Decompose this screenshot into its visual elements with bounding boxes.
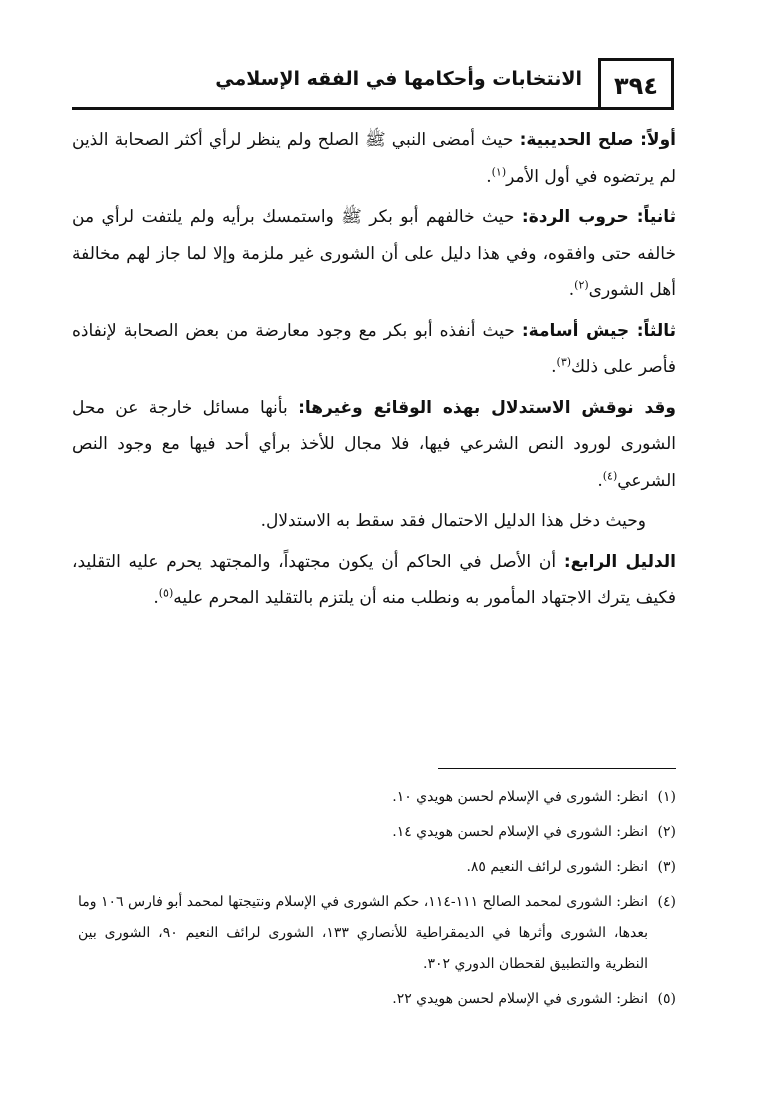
footnotes: [78, 782, 676, 1019]
paragraph-3-end: .: [551, 357, 557, 377]
running-title: الانتخابات وأحكامها في الفقه الإسلامي: [215, 68, 582, 90]
footnote-2: [78, 817, 676, 848]
footnote-number-4: (٤): [657, 894, 676, 910]
paragraph-6: [72, 544, 676, 617]
paragraph-5-text: وحيث دخل هذا الدليل الاحتمال فقد سقط به الاستدلال.: [260, 511, 646, 531]
footnote-3: [78, 852, 676, 883]
paragraph-4-text: بأنها مسائل خارجة عن محل الشورى لورود النص الشرعي فيها، فلا مجال للأخذ برأي أحد فيها مع وجود النص الشرعي: [72, 397, 676, 491]
footnote-ref-2[interactable]: (٢): [574, 278, 589, 292]
footnote-ref-4[interactable]: (٤): [602, 468, 618, 482]
footnote-number-3: (٣): [657, 859, 676, 875]
footnote-text-1: انظر: الشورى في الإسلام لحسن هويدي ١٠.: [392, 789, 648, 805]
paragraph-6-end: .: [153, 588, 159, 608]
paragraph-5: [72, 503, 676, 540]
footnote-ref-5[interactable]: (٥): [158, 586, 174, 600]
paragraph-1: [72, 122, 676, 195]
paragraph-1-end: .: [486, 166, 492, 187]
footnote-1: [78, 782, 676, 813]
paragraph-2: [72, 199, 676, 309]
footnote-number-5: (٥): [657, 991, 676, 1007]
paragraph-6-text: أن الأصل في الحاكم أن يكون مجتهداً، والمجتهد يحرم عليه التقليد، فكيف يترك الاجتهاد المأمور به ونطلب منه أن يلتزم بالتقليد المحرم عليه: [72, 551, 676, 608]
paragraph-2-lead: ثانياً: حروب الردة:: [521, 207, 676, 227]
footnote-number-1: (١): [657, 789, 676, 805]
footnote-4: [78, 887, 676, 980]
footnote-text-4: انظر: الشورى لمحمد الصالح ١١١-١١٤، حكم الشورى في الإسلام ونتيجتها لمحمد أبو فارس ١٠٦ وما بعدها، الشورى وأثرها في الديمقراطية للأنصاري ١٣٣، الشورى لرائف النعيم ٩٠، الشورى بين النظرية والتطبيق لقحطان الدوري ٣٠٢.: [78, 894, 649, 972]
paragraph-4-lead: وقد نوقش الاستدلال بهذه الوقائع وغيرها:: [298, 397, 677, 418]
paragraph-2-text: حيث خالفهم أبو بكر ﷺ واستمسك برأيه ولم يلتفت لرأي من خالفه حتى وافقوه، وفي هذا دليل على أن الشورى غير ملزمة وإلا لما جاز لهم مخالفة أهل الشورى: [72, 207, 676, 300]
footnote-text-2: انظر: الشورى في الإسلام لحسن هويدي ١٤.: [392, 824, 648, 840]
footnote-5: [78, 984, 676, 1015]
footnote-number-2: (٢): [657, 824, 676, 840]
main-text: [72, 122, 676, 621]
paragraph-3-lead: ثالثاً: جيش أسامة:: [521, 320, 676, 341]
page-header: [72, 58, 674, 110]
page-number: ٣٩٤: [598, 58, 674, 108]
paragraph-1-text: حيث أمضى النبي ﷺ الصلح ولم ينظر لرأي أكثر الصحابة الذين لم يرتضوه في أول الأمر: [72, 130, 676, 187]
paragraph-3: [72, 313, 676, 386]
footnote-ref-3[interactable]: (٣): [556, 355, 572, 369]
paragraph-4: [72, 390, 676, 500]
paragraph-6-lead: الدليل الرابع:: [563, 551, 676, 572]
header-rule: [72, 107, 674, 110]
footnote-separator: [438, 768, 676, 769]
paragraph-2-end: .: [568, 280, 575, 300]
paragraph-4-end: .: [597, 470, 603, 491]
footnote-text-3: انظر: الشورى لرائف النعيم ٨٥.: [466, 859, 648, 875]
paragraph-1-lead: أولاً: صلح الحديبية:: [519, 130, 676, 150]
footnote-text-5: انظر: الشورى في الإسلام لحسن هويدي ٢٢.: [392, 991, 648, 1007]
footnote-ref-1[interactable]: (١): [491, 164, 507, 178]
paragraph-3-text: حيث أنفذه أبو بكر مع وجود معارضة من بعض الصحابة لإنفاذه فأصر على ذلك: [72, 320, 676, 377]
